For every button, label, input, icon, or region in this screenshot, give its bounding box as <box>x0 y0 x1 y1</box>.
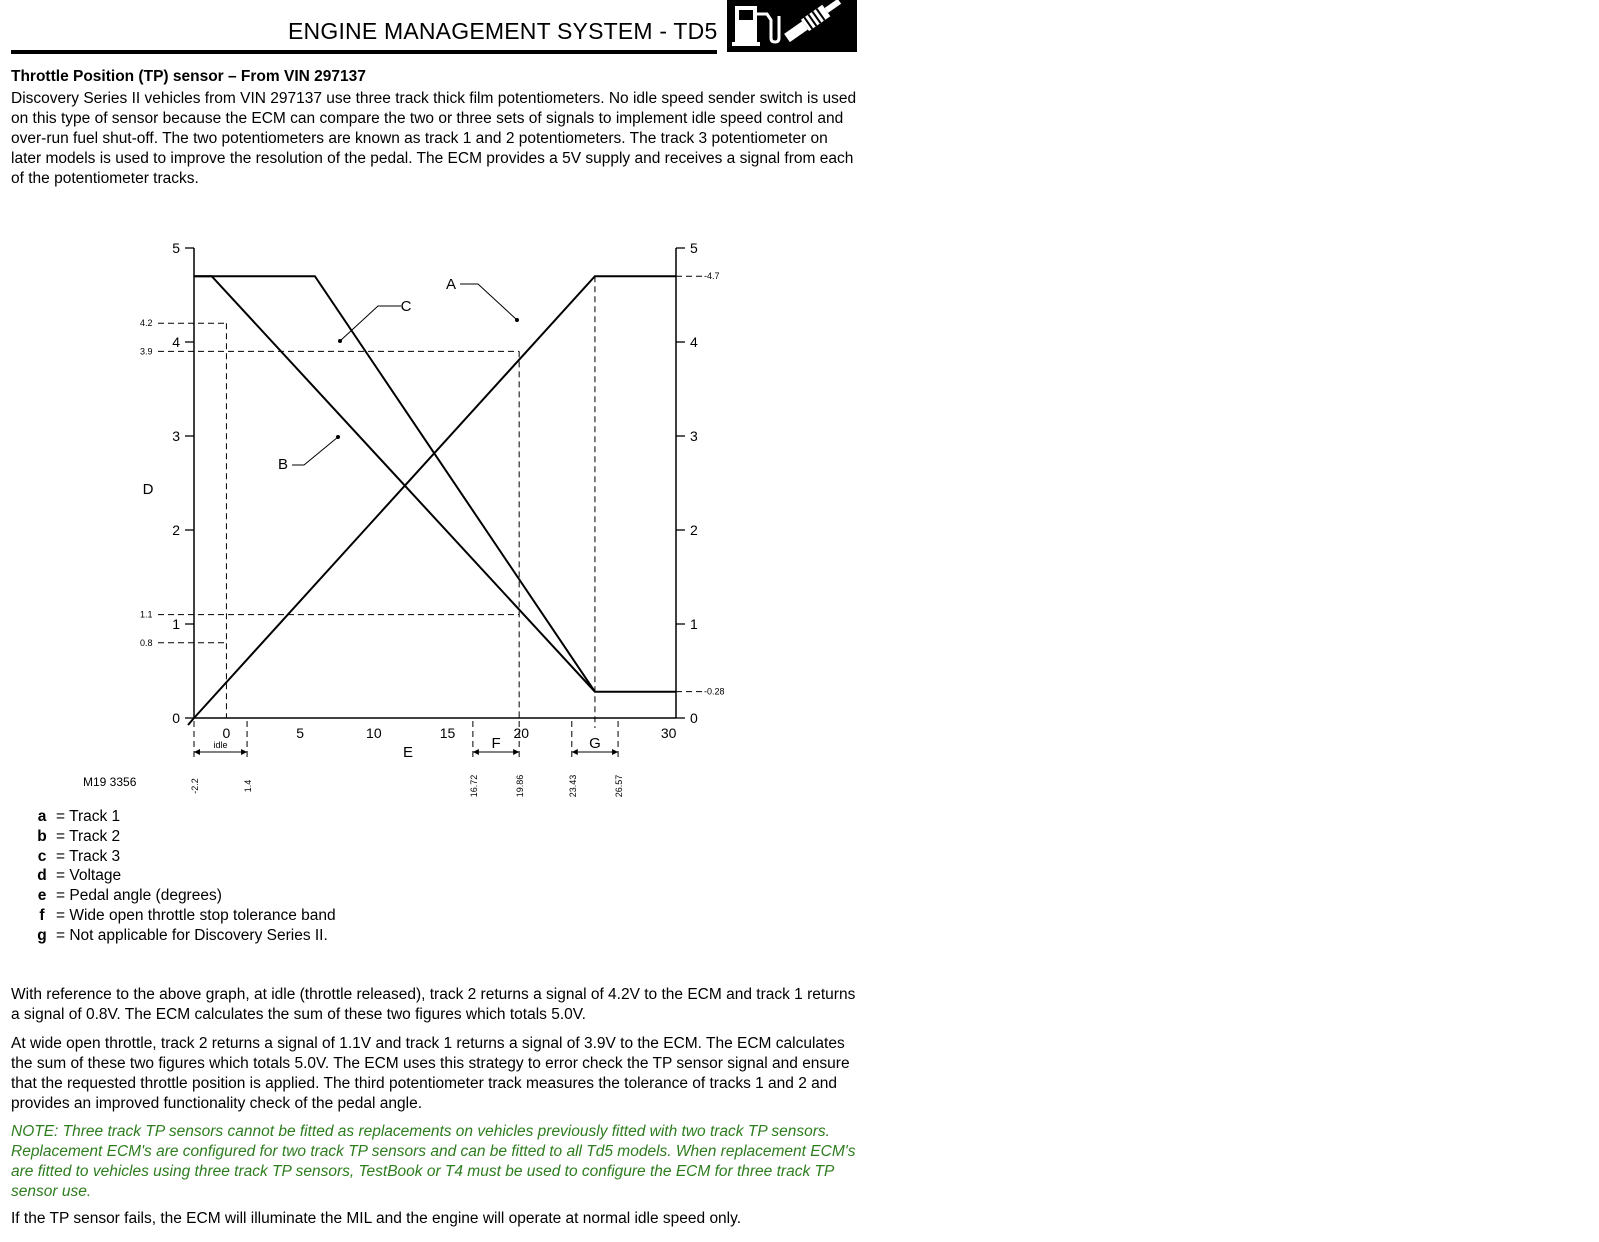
legend-row <box>28 807 336 827</box>
y-tick-label-left: 2 <box>172 522 180 538</box>
y-tick-label-left: 1 <box>172 616 180 632</box>
f-band-label: F <box>491 735 501 752</box>
x-tick-label: 10 <box>366 725 382 741</box>
g-arrow-right <box>612 749 618 755</box>
legend-text: = Track 1 <box>56 808 121 825</box>
right-mark-label: -4.7 <box>704 271 720 282</box>
y-tick-label-left: 3 <box>172 428 180 444</box>
g-band-label: G <box>589 735 601 752</box>
chart-series <box>188 276 676 725</box>
legend-text: = Pedal angle (degrees) <box>56 887 222 905</box>
f-arrow-left <box>473 749 479 755</box>
left-mark-label: 4.2 <box>140 318 153 329</box>
y-tick-label-right: 2 <box>690 522 698 538</box>
idle-band-label: idle <box>213 740 228 750</box>
series-leader-tip <box>336 435 340 439</box>
chart-frame <box>194 248 676 718</box>
figure-id: M19 3356 <box>83 775 137 789</box>
series-leader-tip <box>338 339 342 343</box>
bottom-mark-label: 19.86 <box>515 774 526 798</box>
legend-row <box>28 886 336 906</box>
f-arrow-right <box>513 749 519 755</box>
y-tick-label-right: 1 <box>690 616 698 632</box>
chart-ticks <box>172 240 698 741</box>
series-leader-tip <box>515 318 519 322</box>
legend-text: = Voltage <box>56 867 122 885</box>
legend-key: b <box>37 827 47 845</box>
body-paragraph-3: If the TP sensor fails, the ECM will illuminate the MIL and the engine will operate at normal idle speed only. <box>11 1210 742 1227</box>
note-paragraph: NOTE: Three track TP sensors cannot be fitted as replacements on vehicles previously fitted with two track TP sensors. Replacement ECM's are configured for two track TP sensors and can be fitted to all Td5 models. When replacement ECM's are fitted to vehicles using three track TP sensors, TestBook or T4 must be used to configure the ECM for three track TP sensor use. <box>11 1123 856 1200</box>
y-tick-label-right: 3 <box>690 428 698 444</box>
y-tick-label-right: 0 <box>690 710 698 726</box>
series-leader-c <box>340 306 401 341</box>
series-line-a <box>194 276 676 718</box>
series-line-c <box>194 276 595 692</box>
legend <box>28 807 336 946</box>
x-tick-label: 5 <box>296 725 305 741</box>
legend-row <box>28 866 336 886</box>
legend-key: d <box>37 867 47 885</box>
y-tick-label-left: 0 <box>172 710 180 726</box>
bottom-mark-label: 23.43 <box>567 774 578 798</box>
x-tick-label: 30 <box>660 725 677 741</box>
y-tick-label-right: 5 <box>690 240 698 256</box>
section-heading: Throttle Position (TP) sensor – From VIN 297137 <box>11 68 366 85</box>
bottom-mark-label: 26.57 <box>614 774 625 798</box>
y-axis-label: D <box>142 481 154 498</box>
y-tick-label-right: 4 <box>690 334 698 350</box>
legend-key: e <box>37 887 47 905</box>
x-axis-label: E <box>402 744 414 761</box>
legend-key: f <box>39 906 45 924</box>
legend-row <box>28 827 336 847</box>
left-mark-label: 0.8 <box>140 637 153 648</box>
series-leader-b <box>292 437 338 465</box>
x-tick-label: 20 <box>513 725 530 741</box>
legend-key: g <box>37 926 47 944</box>
g-arrow-left <box>572 749 578 755</box>
legend-text: = Wide open throttle stop tolerance band <box>56 906 336 924</box>
left-mark-label: 1.1 <box>140 609 153 620</box>
legend-key: a <box>37 808 47 825</box>
legend-text: = Track 2 <box>56 827 121 845</box>
right-mark-label: -0.28 <box>704 686 725 697</box>
bottom-mark-label: 1.4 <box>243 779 254 793</box>
intro-paragraph: Discovery Series II vehicles from VIN 297137 use three track thick film potentiometers. No idle speed sender switch is used on this type of sensor because the ECM can compare the two or three sets of signals to implement idle speed control and over-run fuel shut-off. The two potentiometers are known as track 1 and 2 potentiometers. The track 3 potentiometer on later models is used to improve the resolution of the pedal. The ECM provides a 5V supply and receives a signal from each of the potentiometer tracks. <box>11 90 857 187</box>
legend-text: = Track 3 <box>56 847 121 865</box>
legend-row <box>28 926 336 946</box>
series-line-b <box>194 276 676 692</box>
legend-row <box>28 906 336 926</box>
y-tick-label-left: 4 <box>172 334 180 350</box>
page-title: ENGINE MANAGEMENT SYSTEM - TD5 <box>288 18 718 44</box>
chart-reference-lines <box>158 276 702 758</box>
series-label-a: A <box>445 276 457 293</box>
idle-arrow-left <box>194 749 200 755</box>
origin-stub <box>188 718 194 725</box>
series-label-c: C <box>400 298 412 315</box>
legend-text: = Not applicable for Discovery Series II. <box>56 926 328 944</box>
series-leader-a <box>460 284 517 320</box>
body-paragraph-1: With reference to the above graph, at idle (throttle released), track 2 returns a signal of 4.2V to the ECM and track 1 returns a signal of 0.8V. The ECM calculates the sum of these two figures which totals 5.0V. <box>11 986 856 1023</box>
bottom-mark-label: -2.2 <box>190 778 200 794</box>
legend-row <box>28 847 336 867</box>
x-tick-label: 15 <box>439 725 456 741</box>
x-tick-label: 0 <box>222 725 231 741</box>
left-mark-label: 3.9 <box>140 346 153 357</box>
legend-key: c <box>37 847 47 865</box>
body-paragraph-2: At wide open throttle, track 2 returns a signal of 1.1V and track 1 returns a signal of 3.9V to the ECM. The ECM calculates the sum of these two figures which totals 5.0V. The ECM uses this strategy to error check the TP sensor signal and ensure that the requested throttle position is applied. The third potentiometer track measures the tolerance of tracks 1 and 2 and provides an improved functionality check of the pedal angle. <box>11 1035 850 1112</box>
series-label-b: B <box>277 456 289 473</box>
y-tick-label-left: 5 <box>172 240 180 256</box>
bottom-mark-label: 16.72 <box>468 774 479 798</box>
idle-arrow-right <box>241 749 247 755</box>
